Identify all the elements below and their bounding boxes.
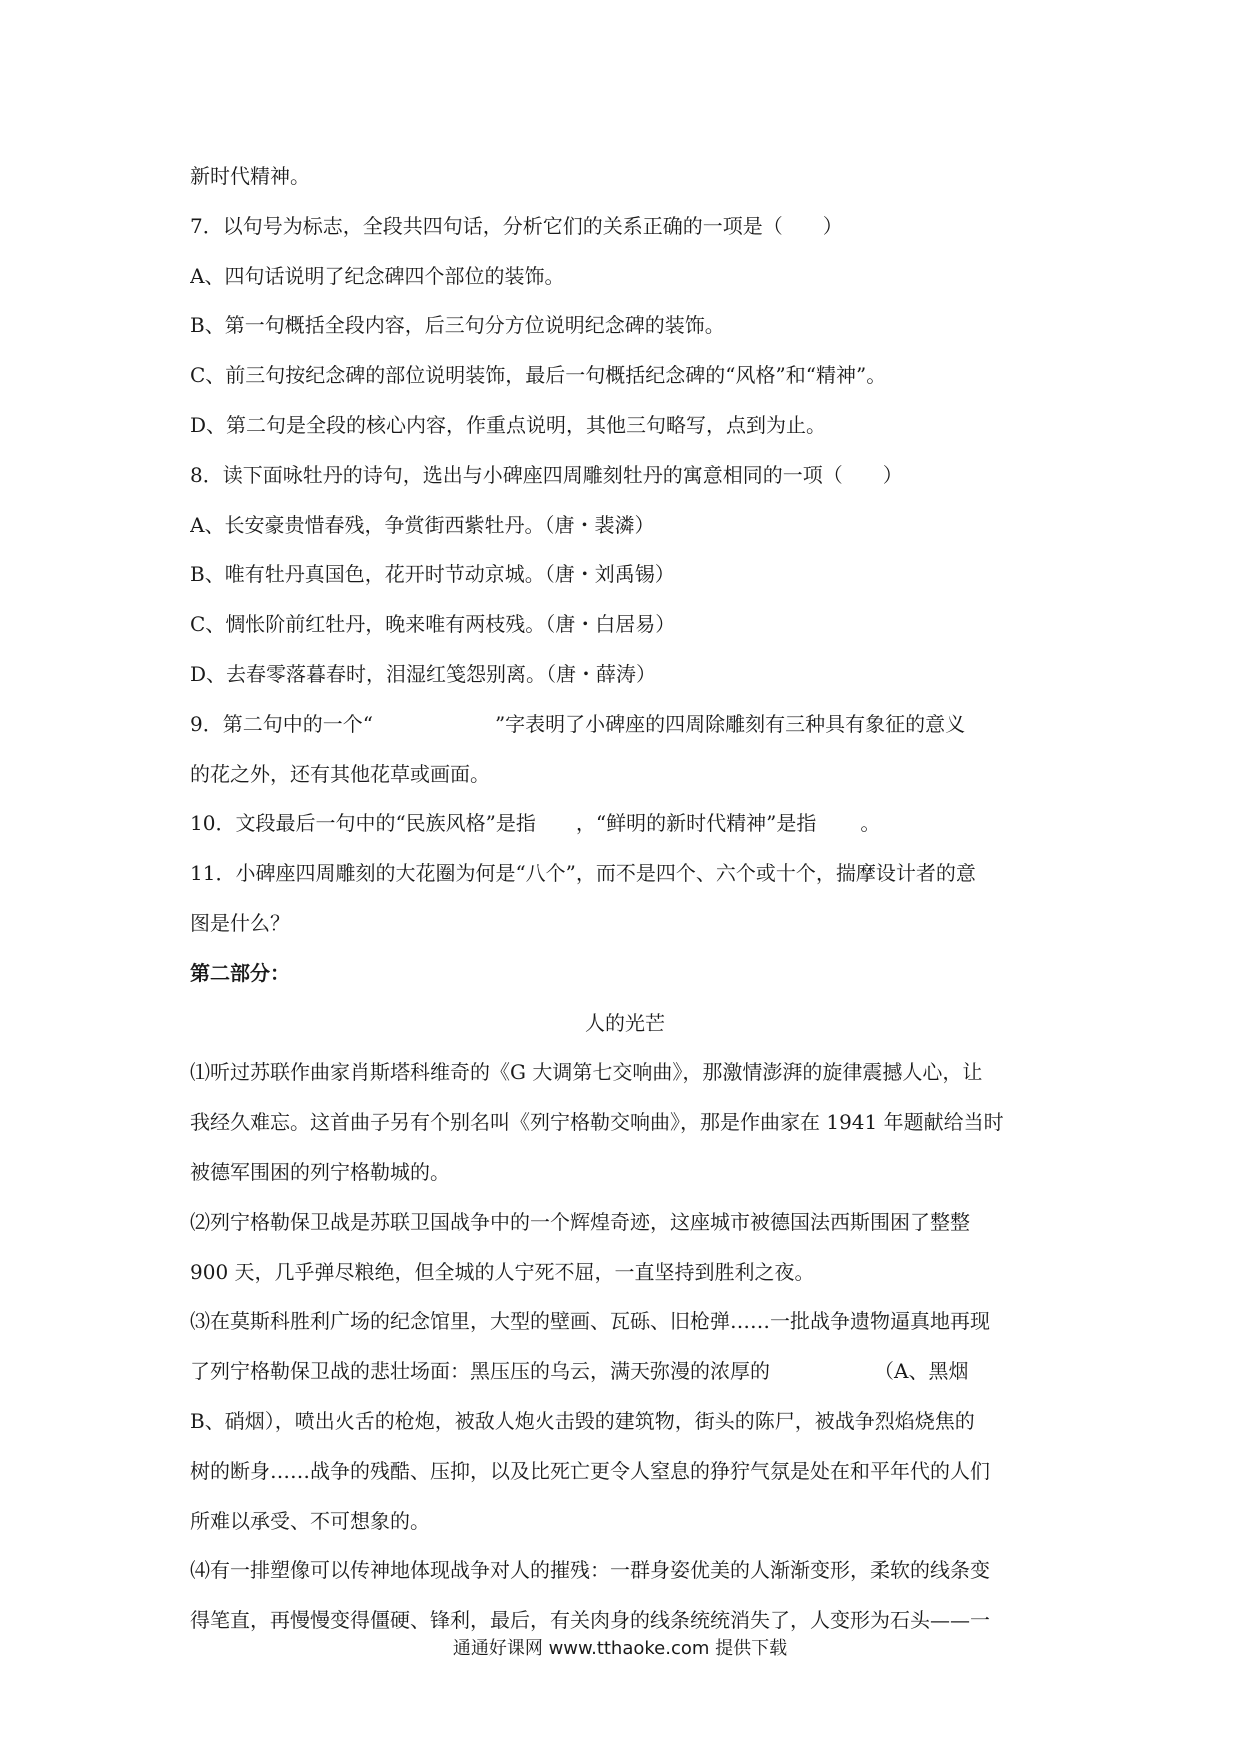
section-heading: 第二部分： [190,960,290,985]
paragraph-3-line: B、硝烟），喷出火舌的枪炮，被敌人炮火击毁的建筑物，街头的陈尸，被战争烈焰烧焦的 [190,1408,975,1433]
question-8: 8．读下面咏牡丹的诗句，选出与小碑座四周雕刻牡丹的寓意相同的一项（ ） [190,462,903,487]
question-10 [190,799,1060,849]
paragraph-4-line: 得笔直，再慢慢变得僵硬、锋利，最后，有关肉身的线条统统消失了，人变形为石头——一 [190,1608,990,1633]
question-11-continued: 图是什么？ [190,910,290,935]
question-9 [190,700,1060,750]
paragraph-1-line: ⑴听过苏联作曲家肖斯塔科维奇的《G 大调第七交响曲》，那激情澎湃的旋律震撼人心，让 [190,1060,983,1085]
paragraph-4-line: ⑷有一排塑像可以传神地体现战争对人的摧残：一群身姿优美的人渐渐变形，柔软的线条变 [190,1558,990,1583]
question-7-option-a: A、四句话说明了纪念碑四个部位的装饰。 [190,263,565,288]
question-8-option-a: A、长安豪贵惜春残，争赏街西紫牡丹。（唐・裴潾） [190,512,655,537]
question-7-option-b: B、第一句概括全段内容，后三句分方位说明纪念碑的装饰。 [190,313,725,338]
question-10-text-end: 。 [860,811,881,836]
question-7: 7．以句号为标志，全段共四句话，分析它们的关系正确的一项是（ ） [190,213,843,238]
question-9-text-start: 9．第二句中的一个“ [190,711,373,736]
paragraph-3-line: ⑶在莫斯科胜利广场的纪念馆里，大型的壁画、瓦砾、旧枪弹……一批战争遗物逼真地再现 [190,1309,990,1334]
question-7-option-c: C、前三句按纪念碑的部位说明装饰，最后一句概括纪念碑的“风格”和“精神”。 [190,363,887,388]
footer-source: 通通好课网 www.tthaoke.com 提供下载 [452,1638,788,1659]
paragraph-1-line: 我经久难忘。这首曲子另有个别名叫《列宁格勒交响曲》，那是作曲家在 1941 年题献给当时 [190,1110,1004,1135]
question-11: 11．小碑座四周雕刻的大花圈为何是“八个”，而不是四个、六个或十个，揣摩设计者的意 [190,861,976,886]
question-10-text-start: 10．文段最后一句中的“民族风格”是指 [190,811,536,836]
question-9-text-end: ”字表明了小碑座的四周除雕刻有三种具有象征的意义 [494,711,966,736]
text-line: 新时代精神。 [190,164,310,188]
paragraph-1-line: 被德军围困的列宁格勒城的。 [190,1159,450,1184]
paragraph-3-choice: （A、黑烟 [874,1359,969,1384]
question-7-option-d: D、第二句是全段的核心内容，作重点说明，其他三句略写，点到为止。 [190,412,827,437]
paragraph-2-line: ⑵列宁格勒保卫战是苏联卫国战争中的一个辉煌奇迹，这座城市被德国法西斯围困了整整 [190,1209,970,1234]
question-9-continued: 的花之外，还有其他花草或画面。 [190,761,490,786]
page-content [190,152,1060,1646]
question-8-option-b: B、唯有牡丹真国色，花开时节动京城。（唐・刘禹锡） [190,562,675,587]
paragraph-2-line: 900 天，几乎弹尽粮绝，但全城的人宁死不屈，一直坚持到胜利之夜。 [190,1259,815,1284]
paragraph-3-line [190,1347,1060,1397]
question-8-option-c: C、惆怅阶前红牡丹，晚来唯有两枝残。（唐・白居易） [190,612,676,637]
question-10-text-middle: ，“鲜明的新时代精神”是指 [575,811,817,836]
question-8-option-d: D、去春零落暮春时，泪湿红笺怨别离。（唐・薛涛） [190,661,657,686]
paragraph-3-text: 了列宁格勒保卫战的悲壮场面：黑压压的乌云，满天弥漫的浓厚的 [190,1359,770,1384]
paragraph-3-line: 树的断身……战争的残酷、压抑，以及比死亡更令人窒息的狰狞气氛是处在和平年代的人们 [190,1458,990,1483]
paragraph-3-line: 所难以承受、不可想象的。 [190,1508,430,1533]
article-title: 人的光芒 [585,1010,665,1035]
